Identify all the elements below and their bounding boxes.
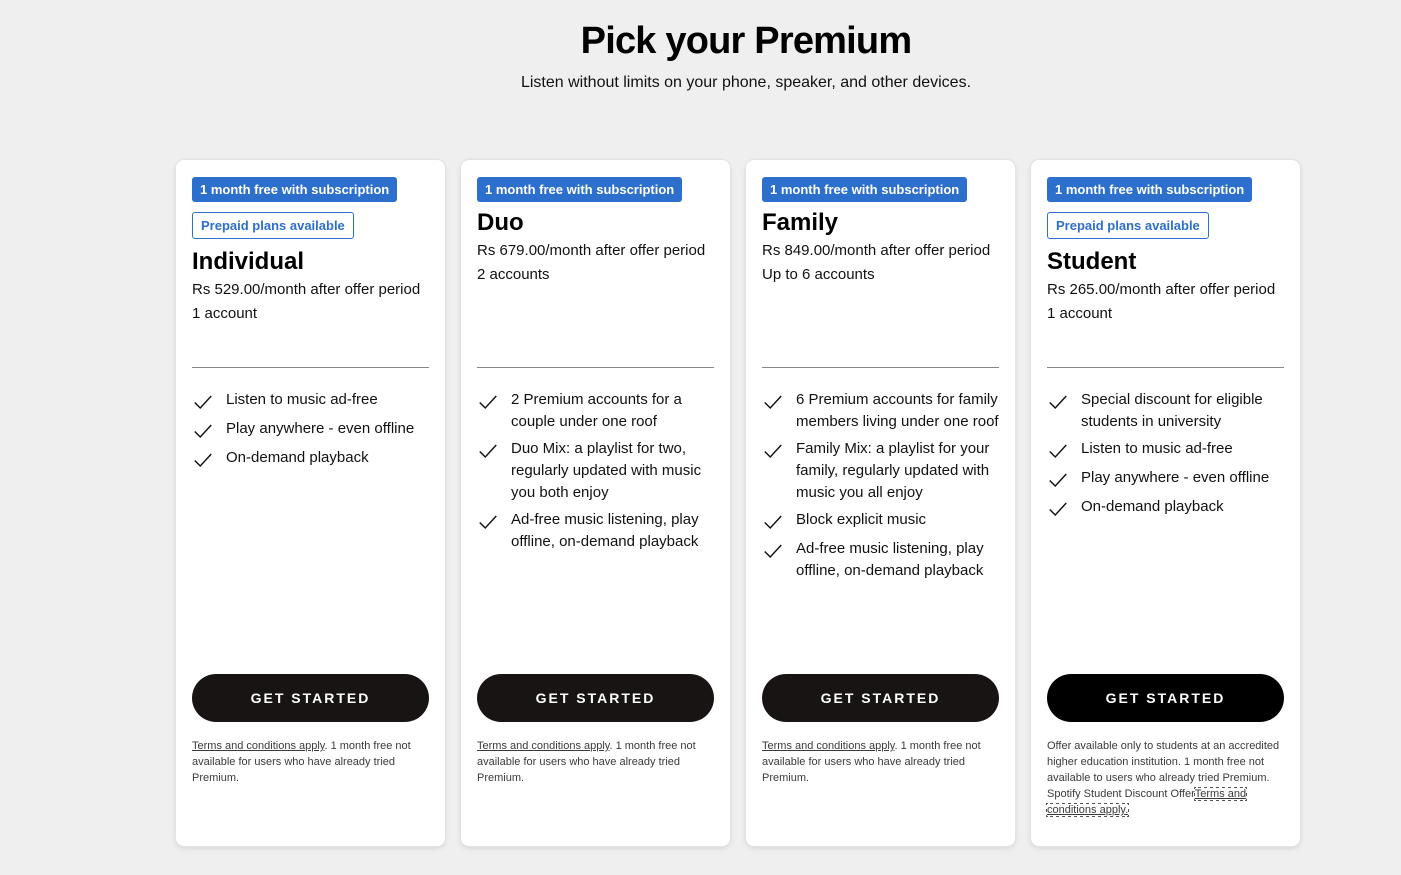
feature-text: Ad-free music listening, play offline, on-demand playback: [511, 511, 699, 550]
get-started-button[interactable]: GET STARTED: [1047, 674, 1284, 722]
feature-list: [477, 389, 718, 558]
feature-item: [477, 389, 718, 433]
terms-fineprint: [762, 738, 1001, 786]
feature-item: [192, 447, 433, 471]
feature-text: Play anywhere - even offline: [1081, 469, 1270, 486]
terms-link[interactable]: Terms and conditions apply.: [1047, 788, 1247, 816]
feature-text: Duo Mix: a playlist for two, regularly updated with music you both enjoy: [511, 440, 702, 501]
check-icon: [1047, 391, 1069, 413]
feature-item: [762, 438, 1003, 504]
plan-accounts: 1 account: [1047, 305, 1113, 322]
terms-link[interactable]: Terms and conditions apply: [477, 740, 610, 752]
plan-accounts: 1 account: [192, 305, 258, 322]
plan-card-duo: [461, 160, 730, 846]
feature-text: Listen to music ad-free: [1081, 440, 1233, 457]
feature-item: [477, 438, 718, 504]
plan-accounts: 2 accounts: [477, 266, 550, 283]
prepaid-badge: Prepaid plans available: [1047, 212, 1209, 239]
check-icon: [762, 540, 784, 562]
plan-accounts: Up to 6 accounts: [762, 266, 875, 283]
plan-price: Rs 679.00/month after offer period: [477, 242, 706, 259]
check-icon: [762, 511, 784, 533]
feature-item: [762, 389, 1003, 433]
feature-item: [1047, 496, 1288, 520]
feature-text: Block explicit music: [796, 511, 927, 528]
check-icon: [762, 440, 784, 462]
feature-item: [192, 389, 433, 413]
plan-price: Rs 265.00/month after offer period: [1047, 281, 1276, 298]
free-month-badge: 1 month free with subscription: [762, 177, 967, 202]
feature-item: [762, 538, 1003, 582]
page-subtitle: Listen without limits on your phone, speaker, and other devices.: [520, 74, 972, 91]
terms-text: . 1 month free not available for users who have already tried Premium.: [192, 740, 411, 784]
feature-text: Listen to music ad-free: [226, 391, 378, 408]
check-icon: [192, 391, 214, 413]
feature-list: [1047, 389, 1288, 525]
check-icon: [1047, 498, 1069, 520]
plan-name: Student: [1047, 248, 1137, 275]
feature-list: [192, 389, 433, 476]
divider: [477, 367, 714, 368]
feature-item: [477, 509, 718, 553]
free-month-badge: 1 month free with subscription: [192, 177, 397, 202]
divider: [192, 367, 429, 368]
feature-text: 6 Premium accounts for family members living under one roof: [796, 391, 999, 430]
check-icon: [762, 391, 784, 413]
prepaid-badge: Prepaid plans available: [192, 212, 354, 239]
check-icon: [477, 440, 499, 462]
terms-fineprint: [192, 738, 431, 786]
check-icon: [1047, 469, 1069, 491]
check-icon: [477, 391, 499, 413]
terms-text: . 1 month free not available for users who have already tried Premium.: [762, 740, 981, 784]
plan-price: Rs 849.00/month after offer period: [762, 242, 991, 259]
terms-link[interactable]: Terms and conditions apply: [192, 740, 325, 752]
plan-card-student: [1031, 160, 1300, 846]
terms-text: Offer available only to students at an accredited higher education institution. 1 month free not available to users who already tried Premium. Spotify Student Discount Offer: [1047, 740, 1280, 800]
terms-link[interactable]: Terms and conditions apply: [762, 740, 895, 752]
feature-text: Family Mix: a playlist for your family, regularly updated with music you all enjoy: [796, 440, 990, 501]
feature-item: [1047, 438, 1288, 462]
page-title: Pick your Premium: [580, 20, 912, 62]
get-started-button[interactable]: GET STARTED: [192, 674, 429, 722]
check-icon: [192, 449, 214, 471]
plan-name: Individual: [192, 248, 305, 275]
plan-name: Family: [762, 209, 839, 236]
feature-text: 2 Premium accounts for a couple under one roof: [511, 391, 682, 430]
check-icon: [192, 420, 214, 442]
feature-item: [192, 418, 433, 442]
feature-text: Ad-free music listening, play offline, on-demand playback: [796, 540, 984, 579]
plan-card-family: [746, 160, 1015, 846]
divider: [1047, 367, 1284, 368]
get-started-button[interactable]: GET STARTED: [477, 674, 714, 722]
terms-text: . 1 month free not available for users who have already tried Premium.: [477, 740, 696, 784]
get-started-button[interactable]: GET STARTED: [762, 674, 999, 722]
feature-text: On-demand playback: [226, 449, 369, 466]
terms-fineprint: [477, 738, 716, 786]
feature-text: On-demand playback: [1081, 498, 1224, 515]
check-icon: [1047, 440, 1069, 462]
divider: [762, 367, 999, 368]
feature-item: [762, 509, 1003, 533]
terms-fineprint: [1047, 738, 1286, 818]
plan-card-individual: [176, 160, 445, 846]
plan-price: Rs 529.00/month after offer period: [192, 281, 421, 298]
free-month-badge: 1 month free with subscription: [477, 177, 682, 202]
feature-item: [1047, 467, 1288, 491]
check-icon: [477, 511, 499, 533]
plan-name: Duo: [477, 209, 524, 236]
free-month-badge: 1 month free with subscription: [1047, 177, 1252, 202]
feature-item: [1047, 389, 1288, 433]
feature-text: Play anywhere - even offline: [226, 420, 415, 437]
feature-list: [762, 389, 1003, 587]
feature-text: Special discount for eligible students in university: [1081, 391, 1263, 430]
